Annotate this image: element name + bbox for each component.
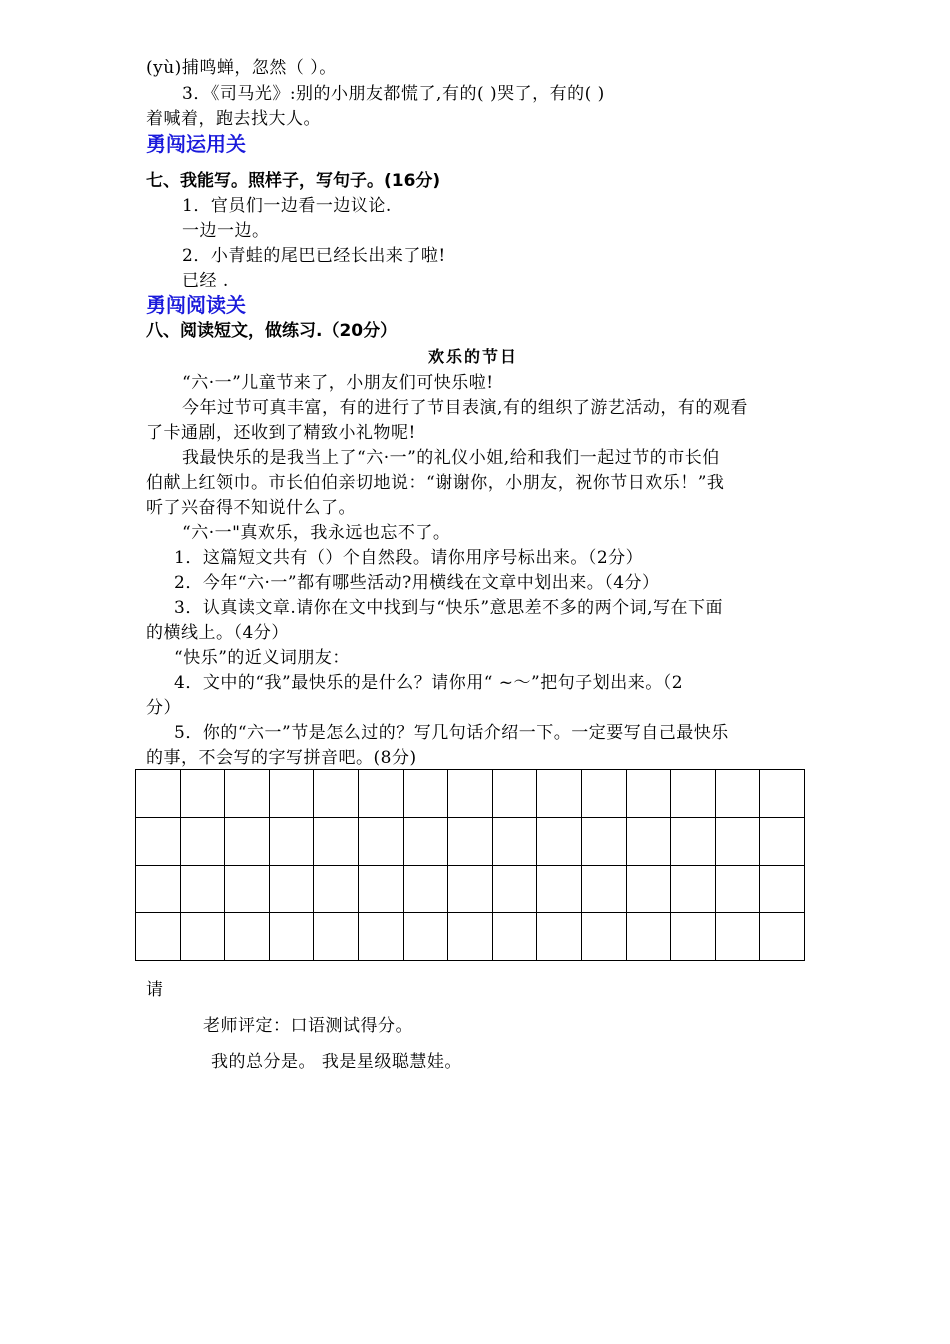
- passage-line-2: 今年过节可真丰富，有的进行了节目表演,有的组织了游艺活动，有的观看: [182, 398, 748, 418]
- grid-cell[interactable]: [715, 913, 760, 961]
- grid-cell[interactable]: [269, 770, 314, 818]
- grid-cell[interactable]: [671, 913, 716, 961]
- grid-cell[interactable]: [760, 913, 805, 961]
- writing-grid: [135, 769, 805, 961]
- grid-cell[interactable]: [403, 817, 448, 865]
- section-7-line-2: 一边一边。: [182, 221, 270, 241]
- teacher-evaluation: 老师评定：口语测试得分。: [203, 1016, 413, 1036]
- grid-cell[interactable]: [626, 913, 671, 961]
- grid-cell[interactable]: [136, 770, 181, 818]
- grid-cell[interactable]: [492, 817, 537, 865]
- question-2: 2．今年“六·一”都有哪些活动?用横线在文章中划出来。（4分）: [174, 573, 660, 593]
- section-8-title: 八、阅读短文，做练习.（20分）: [146, 321, 398, 341]
- grid-cell[interactable]: [671, 817, 716, 865]
- question-5: 5．你的“六一”节是怎么过的？写几句话介绍一下。一定要写自己最快乐: [174, 723, 729, 743]
- grid-cell[interactable]: [760, 865, 805, 913]
- grid-cell[interactable]: [180, 817, 225, 865]
- heading-read: 勇闯阅读关: [146, 293, 246, 317]
- grid-row: [136, 913, 805, 961]
- passage-title: 欢乐的节日: [428, 347, 519, 366]
- total-score-line: 我的总分是。 我是星级聪慧娃。: [211, 1052, 462, 1072]
- passage-line-3: 了卡通剧，还收到了精致小礼物呢!: [146, 423, 416, 443]
- top-line-3: 着喊着，跑去找大人。: [146, 109, 321, 129]
- grid-cell[interactable]: [537, 817, 582, 865]
- question-4-cont: 分）: [146, 698, 181, 718]
- passage-line-6: 听了兴奋得不知说什么了。: [146, 498, 356, 518]
- grid-cell[interactable]: [626, 817, 671, 865]
- grid-cell[interactable]: [269, 865, 314, 913]
- grid-cell[interactable]: [269, 913, 314, 961]
- grid-cell[interactable]: [537, 865, 582, 913]
- passage-line-5: 伯献上红领巾。市长伯伯亲切地说：“谢谢你，小朋友，祝你节日欢乐！”我: [146, 473, 725, 493]
- grid-cell[interactable]: [671, 770, 716, 818]
- section-7-line-1: 1．官员们一边看一边议论.: [182, 196, 392, 216]
- grid-cell[interactable]: [581, 770, 626, 818]
- grid-cell[interactable]: [314, 865, 359, 913]
- footer-please: 请: [146, 980, 164, 1000]
- grid-row: [136, 865, 805, 913]
- grid-cell[interactable]: [180, 865, 225, 913]
- passage-line-7: “六·一"真欢乐，我永远也忘不了。: [182, 523, 451, 543]
- grid-cell[interactable]: [492, 865, 537, 913]
- question-5-cont: 的事，不会写的字写拼音吧。(8分): [146, 748, 417, 768]
- grid-cell[interactable]: [358, 817, 403, 865]
- grid-row: [136, 770, 805, 818]
- grid-cell[interactable]: [269, 817, 314, 865]
- grid-cell[interactable]: [715, 817, 760, 865]
- grid-cell[interactable]: [136, 817, 181, 865]
- grid-cell[interactable]: [492, 913, 537, 961]
- top-line-2: 3．《司马光》:别的小朋友都慌了,有的( )哭了，有的( ): [182, 84, 605, 104]
- grid-cell[interactable]: [671, 865, 716, 913]
- grid-cell[interactable]: [358, 770, 403, 818]
- question-4: 4．文中的“我”最快乐的是什么？请你用“ ~～”把句子划出来。（2: [174, 673, 684, 693]
- grid-cell[interactable]: [403, 865, 448, 913]
- grid-cell[interactable]: [403, 913, 448, 961]
- question-3: 3．认真读文章.请你在文中找到与“快乐”意思差不多的两个词,写在下面: [174, 598, 724, 618]
- question-3-cont: 的横线上。（4分）: [146, 623, 289, 643]
- grid-cell[interactable]: [626, 865, 671, 913]
- grid-cell[interactable]: [581, 865, 626, 913]
- grid-cell[interactable]: [225, 865, 270, 913]
- grid-cell[interactable]: [314, 770, 359, 818]
- grid-cell[interactable]: [448, 913, 493, 961]
- grid-cell[interactable]: [492, 770, 537, 818]
- question-1: 1．这篇短文共有（）个自然段。请你用序号标出来。（2分）: [174, 548, 644, 568]
- grid-cell[interactable]: [314, 817, 359, 865]
- question-3-answer-label: “快乐”的近义词朋友：: [174, 648, 350, 668]
- grid-cell[interactable]: [537, 770, 582, 818]
- grid-row: [136, 817, 805, 865]
- grid-cell[interactable]: [314, 913, 359, 961]
- grid-cell[interactable]: [581, 913, 626, 961]
- heading-apply: 勇闯运用关: [146, 132, 246, 156]
- grid-cell[interactable]: [225, 913, 270, 961]
- grid-cell[interactable]: [403, 770, 448, 818]
- grid-cell[interactable]: [358, 865, 403, 913]
- grid-cell[interactable]: [180, 770, 225, 818]
- grid-cell[interactable]: [448, 817, 493, 865]
- section-7-line-4: 已经 .: [182, 271, 229, 291]
- grid-cell[interactable]: [760, 817, 805, 865]
- grid-cell[interactable]: [448, 865, 493, 913]
- grid-cell[interactable]: [225, 770, 270, 818]
- grid-cell[interactable]: [537, 913, 582, 961]
- grid-cell[interactable]: [760, 770, 805, 818]
- grid-cell[interactable]: [448, 770, 493, 818]
- grid-cell[interactable]: [715, 865, 760, 913]
- grid-cell[interactable]: [225, 817, 270, 865]
- passage-line-1: “六·一”儿童节来了，小朋友们可快乐啦!: [182, 373, 494, 393]
- grid-cell[interactable]: [715, 770, 760, 818]
- grid-cell[interactable]: [581, 817, 626, 865]
- top-line-1: (yù)捕鸣蝉，忽然（ ）。: [146, 58, 337, 78]
- grid-cell[interactable]: [358, 913, 403, 961]
- section-7-title: 七、我能写。照样子，写句子。(16分): [146, 171, 441, 191]
- passage-line-4: 我最快乐的是我当上了“六·一”的礼仪小姐,给和我们一起过节的市长伯: [182, 448, 720, 468]
- grid-cell[interactable]: [136, 913, 181, 961]
- section-7-line-3: 2．小青蛙的尾巴已经长出来了啦!: [182, 246, 446, 266]
- grid-cell[interactable]: [180, 913, 225, 961]
- grid-cell[interactable]: [626, 770, 671, 818]
- grid-cell[interactable]: [136, 865, 181, 913]
